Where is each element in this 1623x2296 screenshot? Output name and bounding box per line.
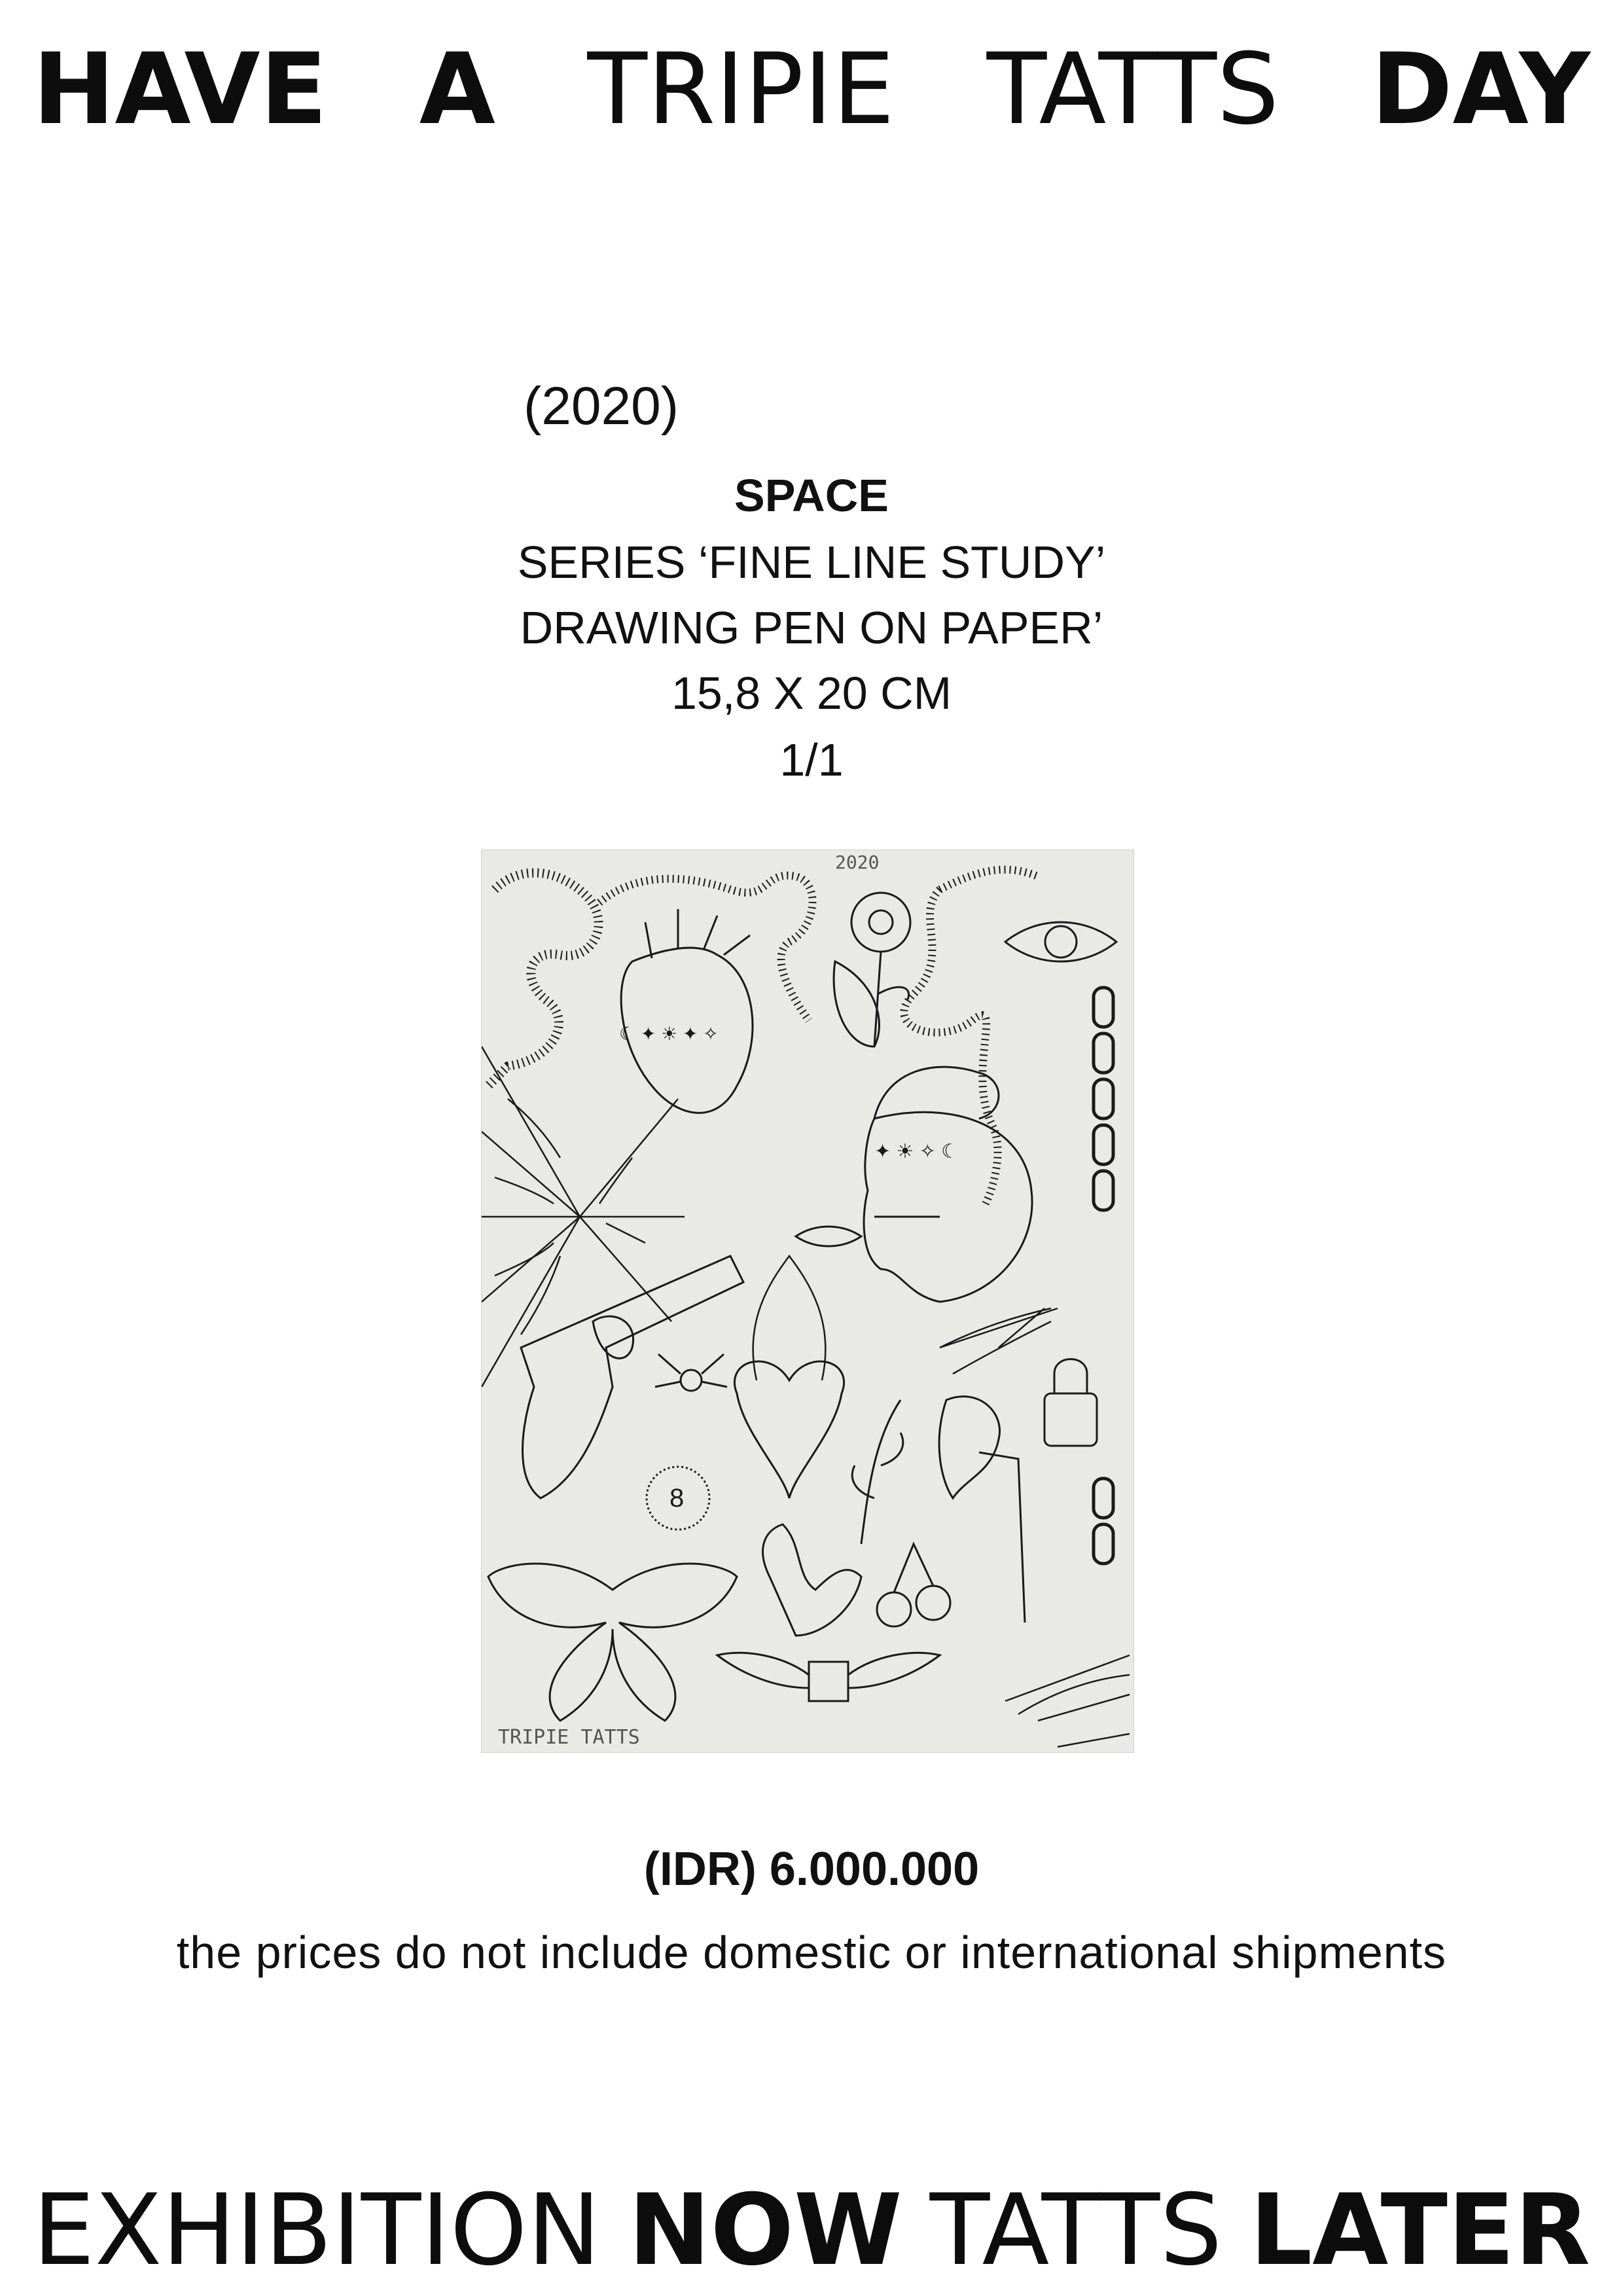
header-word-a: A	[419, 33, 495, 147]
svg-text:☾ ✦ ☀ ✦ ✧: ☾ ✦ ☀ ✦ ✧	[619, 1024, 719, 1044]
svg-text:✦ ☀ ✧ ☾: ✦ ☀ ✧ ☾	[874, 1141, 959, 1162]
footer-tagline	[33, 2174, 1590, 2287]
artwork-date-mark: 2020	[835, 852, 880, 873]
artwork-year: (2020)	[524, 376, 679, 436]
footer-word-now: NOW	[628, 2174, 902, 2287]
artwork-medium: DRAWING PEN ON PAPER’	[520, 602, 1103, 653]
shipping-note: the prices do not include domestic or international shipments	[176, 1927, 1447, 1978]
footer-word-later: LATER	[1249, 2174, 1590, 2287]
header-word-tripie: TRIPIE	[587, 33, 895, 147]
price: (IDR) 6.000.000	[643, 1843, 980, 1895]
header-word-have: HAVE	[33, 33, 327, 147]
artwork-image	[481, 850, 1134, 1753]
footer-word-tatts: TATTS	[929, 2174, 1222, 2287]
artwork-series: SERIES ‘FINE LINE STUDY’	[517, 537, 1106, 588]
artwork-edition: 1/1	[779, 734, 844, 785]
artwork-dimensions: 15,8 X 20 CM	[671, 668, 952, 719]
header-tagline	[33, 33, 1590, 147]
header-word-tatts: TATTS	[986, 33, 1279, 147]
artwork-title: SPACE	[734, 470, 889, 521]
footer-word-exhibition: EXHIBITION	[33, 2174, 601, 2287]
svg-text:8: 8	[669, 1484, 685, 1513]
header-word-day: DAY	[1371, 33, 1590, 147]
artwork-signature: TRIPIE TATTS	[498, 1726, 640, 1749]
